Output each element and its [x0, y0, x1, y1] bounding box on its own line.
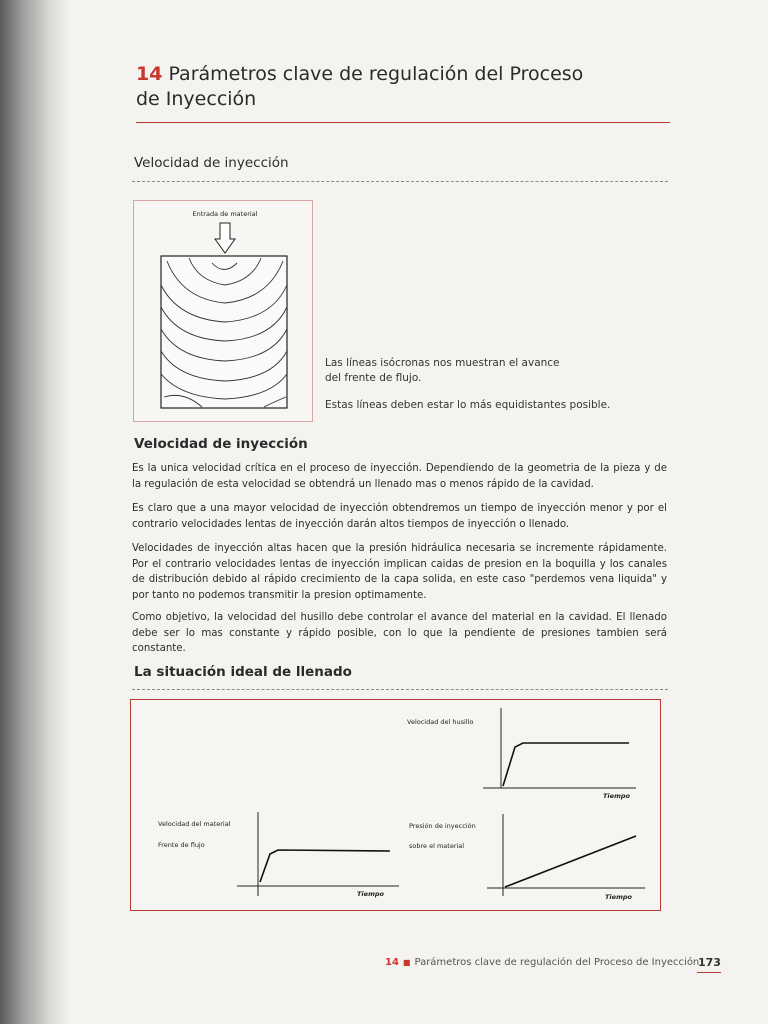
- chart3-xlabel: Tiempo: [605, 893, 632, 901]
- footer-text: Parámetros clave de regulación del Proceso de Inyección: [414, 957, 700, 968]
- section-heading-3: La situación ideal de llenado: [134, 664, 352, 680]
- chart-material-speed: [158, 812, 399, 898]
- chart2-curve: [260, 850, 390, 882]
- figure-caption-1: Las líneas isócronas nos muestran el avance del frente de flujo.: [325, 357, 560, 384]
- page-number-rule: [697, 972, 721, 973]
- title-line-2: de Inyección: [136, 88, 257, 110]
- paragraph-4: Como objetivo, la velocidad del husillo debe controlar el avance del material en la cavidad. El llenado debe ser lo mas constante y rápido posible, con lo que la pendiente de presiones tambien será constante.: [132, 612, 667, 655]
- section-divider-1: [132, 181, 668, 182]
- chapter-number: 14: [136, 63, 163, 85]
- chart3-label-2: sobre el material: [409, 842, 465, 850]
- chart-spindle-speed: [407, 708, 636, 800]
- chart2-label-2: Frente de flujo: [158, 841, 205, 849]
- isochrone-figure: [133, 200, 313, 422]
- chart1-xlabel: Tiempo: [603, 792, 630, 800]
- figure-label: Entrada de material: [192, 210, 258, 218]
- cavity-outline: [161, 256, 287, 408]
- title-line-1: Parámetros clave de regulación del Proceso: [168, 63, 584, 85]
- chart1-label: Velocidad del husillo: [407, 718, 474, 726]
- section-heading-1: Velocidad de inyección: [134, 155, 289, 171]
- running-footer: [385, 957, 699, 968]
- chart1-curve: [503, 743, 629, 786]
- paragraph-2: Es claro que a una mayor velocidad de inyección obtendremos un tiempo de inyección menor y por el contrario velocidades lentas de inyección darán altos tiempos de inyección o llenado.: [132, 503, 667, 530]
- chart3-curve: [505, 836, 636, 887]
- section-divider-3: [132, 689, 668, 690]
- page-title: [136, 62, 676, 112]
- chart2-label-1: Velocidad del material: [158, 820, 231, 828]
- title-divider: [136, 122, 670, 123]
- page-binding-shadow: [0, 0, 70, 1024]
- isochrone-diagram: [134, 201, 312, 421]
- footer-bullet-icon: ■: [402, 958, 411, 967]
- ideal-filling-svg: [131, 700, 660, 910]
- paragraph-1: Es la unica velocidad crítica en el proceso de inyección. Dependiendo de la geometria de la pieza y de la regulación de esta velocidad se obtendrá un llenado mas o menos rápido de la cavidad.: [132, 463, 667, 490]
- chart-injection-pressure: [409, 814, 645, 901]
- section-heading-2: Velocidad de inyección: [134, 436, 308, 452]
- figure-caption-2: Estas líneas deben estar lo más equidistantes posible.: [325, 399, 611, 411]
- page-number: 173: [698, 956, 721, 969]
- material-inlet-arrow: [215, 223, 235, 253]
- ideal-filling-charts: [130, 699, 661, 911]
- chart3-label-1: Presión de inyección: [409, 822, 476, 830]
- footer-chapter-number: 14: [385, 957, 399, 968]
- paragraph-3: Velocidades de inyección altas hacen que la presión hidráulica necesaria se incremente rápidamente. Por el contrario velocidades lentas de inyección implican caidas de presion en la boquilla y los canales de distribución debido al rápido crecimiento de la capa solida, en este caso "perdemos vena liquida" y por tanto no podemos transmitir la presion optimamente.: [132, 543, 667, 601]
- chart2-xlabel: Tiempo: [357, 890, 384, 898]
